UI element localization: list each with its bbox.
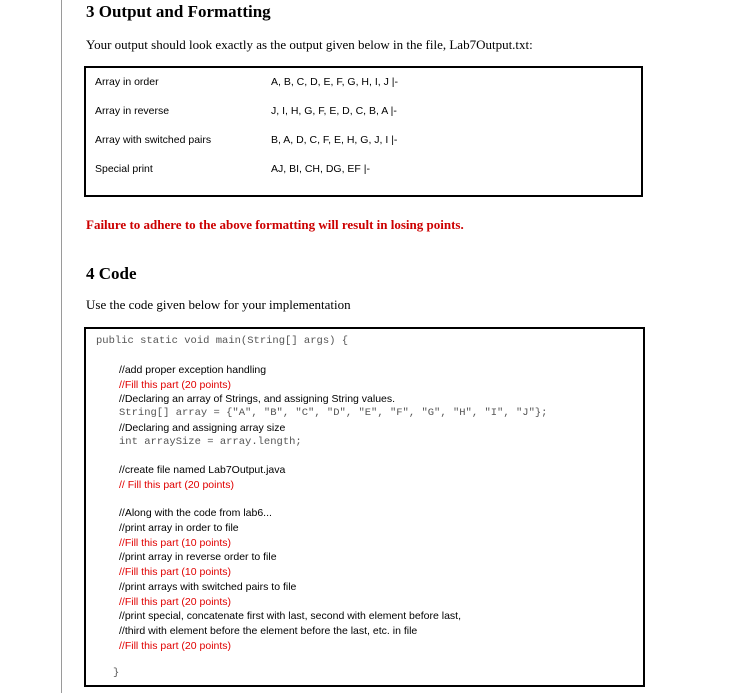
output-row-label: Array in reverse xyxy=(95,105,170,117)
code-comment: //Along with the code from lab6... xyxy=(119,507,272,519)
code-fill-note: //Fill this part (10 points) xyxy=(119,566,232,578)
code-comment: //add proper exception handling xyxy=(119,364,267,376)
code-line: String[] array = {"A", "B", "C", "D", "E", "F", "G", "H", "I", "J"}; xyxy=(119,407,548,419)
output-row-value: AJ, BI, CH, DG, EF |- xyxy=(271,163,370,175)
output-row-label: Array with switched pairs xyxy=(95,134,212,146)
code-fill-note: // Fill this part (20 points) xyxy=(119,479,234,491)
output-row-label: Special print xyxy=(95,163,153,175)
code-comment: //print array in reverse order to file xyxy=(119,551,277,563)
formatting-warning: Failure to adhere to the above formatting will result in losing points. xyxy=(86,217,464,232)
code-comment: //Declaring an array of Strings, and assigning String values. xyxy=(119,393,396,405)
code-comment: //Declaring and assigning array size xyxy=(119,422,286,434)
section-4-heading: 4 Code xyxy=(86,264,137,283)
code-comment: //print special, concatenate first with last, second with element before last, xyxy=(119,610,462,622)
code-comment: //third with element before the element before the last, etc. in file xyxy=(119,625,418,637)
section-3-heading: 3 Output and Formatting xyxy=(86,2,271,21)
code-comment: //create file named Lab7Output.java xyxy=(119,464,286,476)
code-comment: //print array in order to file xyxy=(119,522,239,534)
code-line: int arraySize = array.length; xyxy=(119,436,302,448)
section-4-intro: Use the code given below for your implementation xyxy=(86,297,351,312)
main-signature: public static void main(String[] args) { xyxy=(96,335,349,347)
output-row-value: A, B, C, D, E, F, G, H, I, J |- xyxy=(271,76,398,88)
closing-brace: } xyxy=(113,667,120,679)
section-3-intro: Your output should look exactly as the output given below in the file, Lab7Output.txt: xyxy=(86,37,533,52)
output-row-value: J, I, H, G, F, E, D, C, B, A |- xyxy=(271,105,397,117)
document-page xyxy=(61,0,734,693)
output-row-value: B, A, D, C, F, E, H, G, J, I |- xyxy=(271,134,398,146)
output-format-box xyxy=(84,66,643,197)
output-row-label: Array in order xyxy=(95,76,159,88)
code-comment: //print arrays with switched pairs to file xyxy=(119,581,297,593)
code-fill-note: //Fill this part (20 points) xyxy=(119,640,232,652)
code-box xyxy=(84,327,645,687)
code-fill-note: //Fill this part (20 points) xyxy=(119,596,232,608)
code-fill-note: //Fill this part (20 points) xyxy=(119,379,232,391)
code-fill-note: //Fill this part (10 points) xyxy=(119,537,232,549)
